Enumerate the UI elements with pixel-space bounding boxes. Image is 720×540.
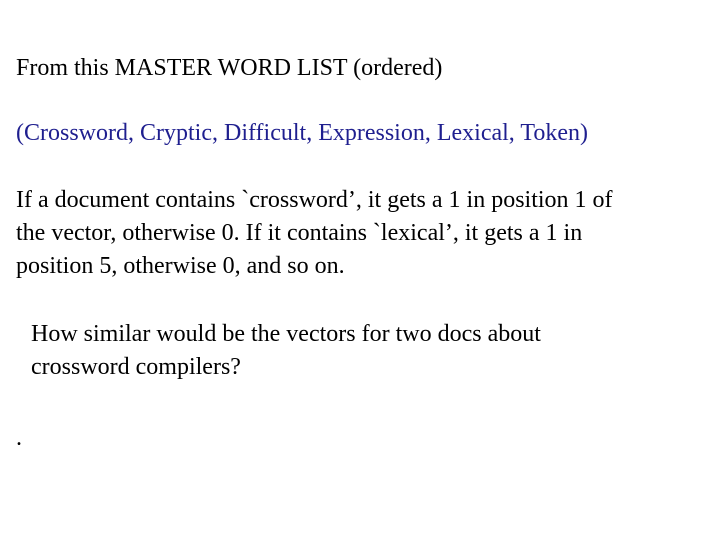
explanation-line-2: the vector, otherwise 0. If it contains `lexical’, it gets a 1 in xyxy=(16,220,583,246)
explanation-line-3: position 5, otherwise 0, and so on. xyxy=(16,253,345,279)
explanation-line-1: If a document contains `crossword’, it gets a 1 in position 1 of xyxy=(16,187,613,213)
explanation-paragraph xyxy=(16,184,716,283)
question-line-1: How similar would be the vectors for two docs about xyxy=(31,321,541,347)
question-line-2: crossword compilers? xyxy=(31,354,241,380)
trailing-period: . xyxy=(16,425,22,451)
question-paragraph xyxy=(31,318,691,384)
heading-text: From this MASTER WORD LIST (ordered) xyxy=(16,55,443,81)
master-word-list: (Crossword, Cryptic, Difficult, Expression, Lexical, Token) xyxy=(16,120,588,146)
